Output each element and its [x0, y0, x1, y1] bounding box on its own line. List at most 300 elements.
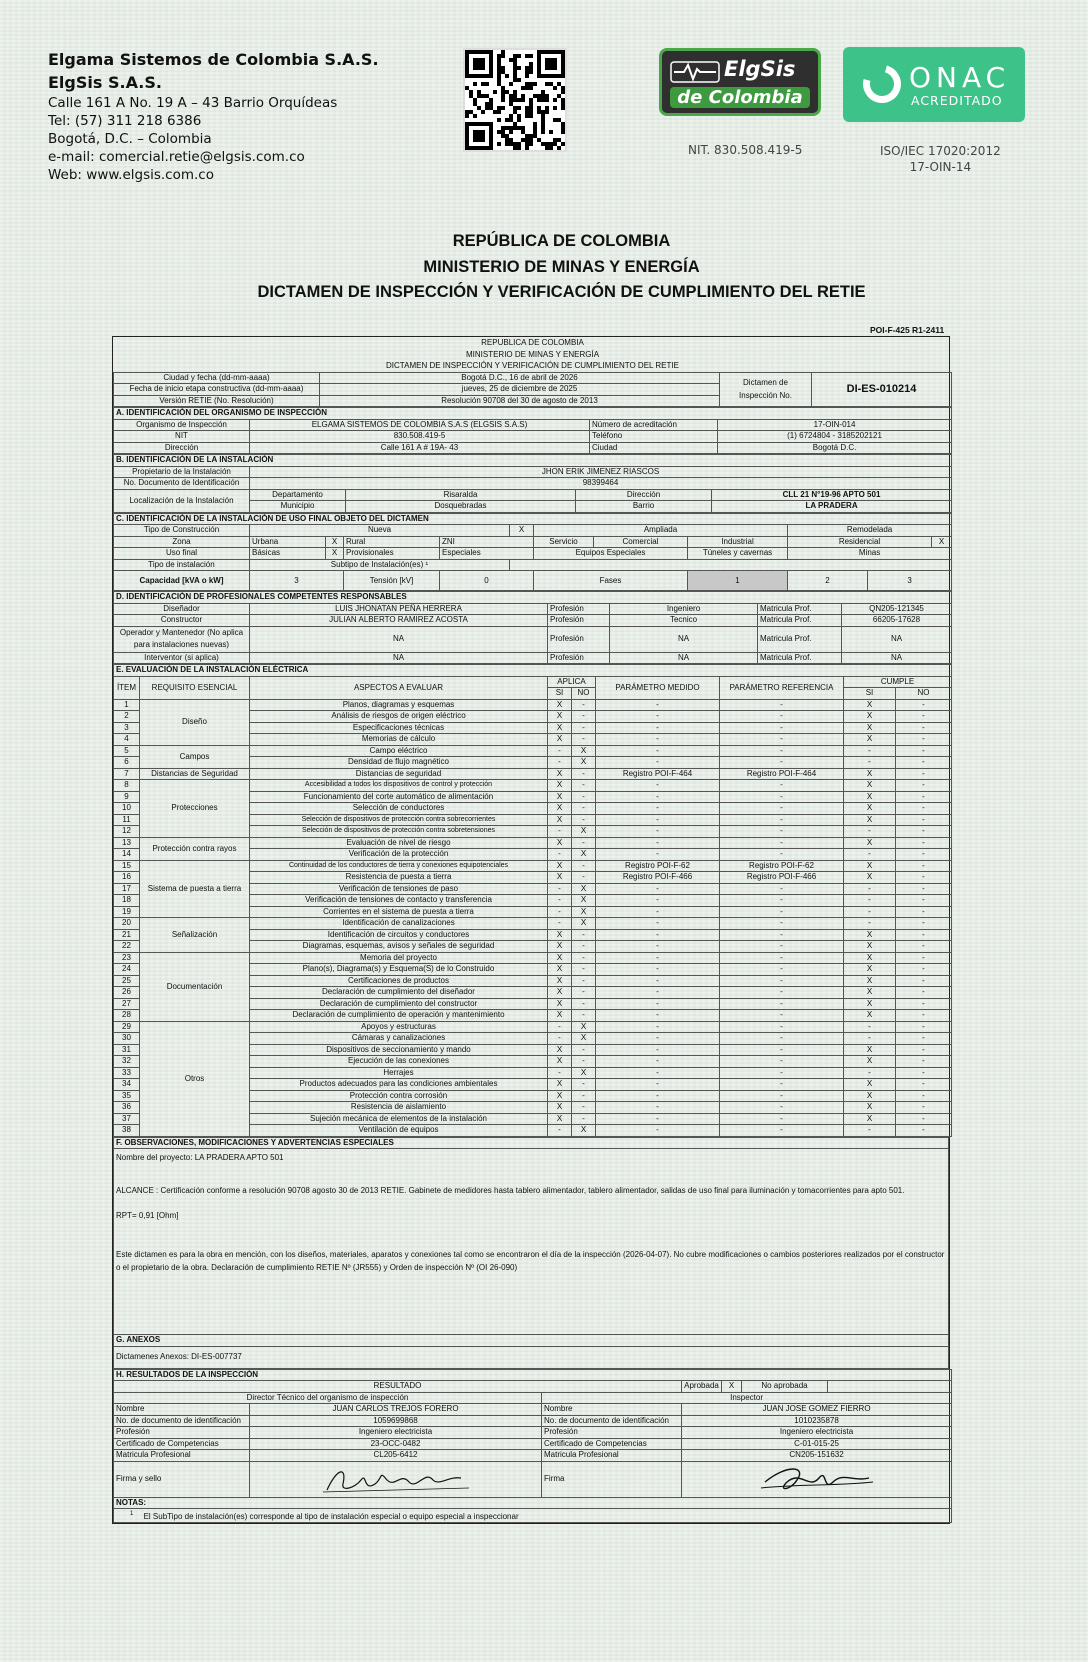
cumple-no: -	[896, 814, 952, 826]
insp-prof-label: Profesión	[542, 1427, 682, 1439]
header-iso	[880, 143, 1001, 175]
aplica-si: X	[548, 952, 572, 964]
aplica-si: X	[548, 699, 572, 711]
cumple-no: -	[896, 987, 952, 999]
aprobada-mark: X	[722, 1381, 742, 1393]
cumple-si: X	[844, 780, 896, 792]
aspect: Verificación de tensiones de contacto y transferencia	[250, 895, 548, 907]
param-medido: -	[596, 780, 720, 792]
org-value: ELGAMA SISTEMOS DE COLOMBIA S.A.S (ELGSIS S.A.S)	[250, 419, 590, 431]
nueva-mark: X	[510, 525, 534, 537]
param-referencia: -	[720, 1113, 844, 1125]
cumple-no: -	[896, 1113, 952, 1125]
insp-prof: Ingeniero electricista	[682, 1427, 952, 1439]
cumple-no: -	[896, 699, 952, 711]
tipo-inst-label: Tipo de instalación	[114, 559, 250, 571]
barrio-label: Barrio	[576, 501, 712, 513]
param-referencia: -	[720, 849, 844, 861]
pulse-icon	[670, 61, 720, 83]
section-c-title: C. IDENTIFICACIÓN DE LA INSTALACIÓN DE USO FINAL OBJETO DEL DICTAMEN	[114, 513, 952, 525]
evaluation-row	[114, 780, 952, 792]
cumple-no: -	[896, 918, 952, 930]
col-item: ÍTEM	[114, 676, 140, 699]
cumple-no: -	[896, 929, 952, 941]
item-number: 16	[114, 872, 140, 884]
version-value: Resolución 90708 del 30 de agosto de 2013	[320, 395, 720, 407]
aplica-si: X	[548, 1010, 572, 1022]
aplica-si: -	[548, 757, 572, 769]
evaluation-row	[114, 860, 952, 872]
param-medido: -	[596, 1033, 720, 1045]
cumple-si: X	[844, 1102, 896, 1114]
dir-prof-label: Profesión	[114, 1427, 250, 1439]
servicio-label: Servicio	[534, 536, 594, 548]
aplica-si: X	[548, 860, 572, 872]
aplica-no: -	[572, 952, 596, 964]
qr-code-icon	[463, 48, 567, 152]
param-referencia: Registro POI-F-466	[720, 872, 844, 884]
item-number: 14	[114, 849, 140, 861]
param-medido: -	[596, 918, 720, 930]
item-number: 23	[114, 952, 140, 964]
professional-role: Operador y Mantenedor (No aplica para instalaciones nuevas)	[114, 626, 250, 652]
aspect: Distancias de seguridad	[250, 768, 548, 780]
param-referencia: -	[720, 906, 844, 918]
tuneles-label: Túneles y cavernas	[688, 548, 788, 560]
org-label: Organismo de Inspección	[114, 419, 250, 431]
section-a-title: A. IDENTIFICACIÓN DEL ORGANISMO DE INSPECCIÓN	[114, 408, 952, 420]
insp-mat-label: Matricula Profesional	[542, 1450, 682, 1462]
aplica-si: X	[548, 768, 572, 780]
aplica-no: -	[572, 1044, 596, 1056]
param-referencia: -	[720, 1125, 844, 1137]
param-referencia: Registro POI-F-62	[720, 860, 844, 872]
insp-doc: 1010235878	[682, 1415, 952, 1427]
cumple-no: -	[896, 722, 952, 734]
param-medido: -	[596, 964, 720, 976]
dir-name-label: Nombre	[114, 1404, 250, 1416]
company-short-name: ElgSis S.A.S.	[48, 73, 162, 92]
loc-label: Localización de la Instalación	[114, 489, 250, 512]
tel-value: (1) 6724804 - 3185202121	[718, 431, 952, 443]
owner-value: JHON ERIK JIMENEZ RIASCOS	[250, 466, 952, 478]
item-number: 21	[114, 929, 140, 941]
param-medido: -	[596, 803, 720, 815]
col-ref: PARÁMETRO REFERENCIA	[720, 676, 844, 699]
dir-label: Dirección	[114, 442, 250, 454]
barrio-value: LA PRADERA	[712, 501, 952, 513]
company-tel: Tel: (57) 311 218 6386	[48, 113, 202, 129]
no-aprobada-mark	[828, 1381, 952, 1393]
aplica-si: X	[548, 780, 572, 792]
col-aplica: APLICA	[548, 676, 596, 688]
item-number: 27	[114, 998, 140, 1010]
cumple-no: -	[896, 883, 952, 895]
item-number: 18	[114, 895, 140, 907]
param-referencia: -	[720, 895, 844, 907]
dir-cert: 23-OCC-0482	[250, 1438, 542, 1450]
aspect: Densidad de flujo magnético	[250, 757, 548, 769]
addr-value: CLL 21 N°19-96 APTO 501	[712, 489, 952, 501]
cumple-si: X	[844, 722, 896, 734]
cumple-no: -	[896, 837, 952, 849]
cumple-si: X	[844, 872, 896, 884]
professional-row	[114, 626, 952, 652]
tel-label: Teléfono	[590, 431, 718, 443]
param-medido: -	[596, 975, 720, 987]
cumple-si: -	[844, 757, 896, 769]
cumple-si: X	[844, 803, 896, 815]
param-referencia: -	[720, 826, 844, 838]
iso-line1: ISO/IEC 17020:2012	[880, 144, 1001, 158]
anexos-text: Dictamenes Anexos: DI-ES-007737	[114, 1346, 949, 1368]
item-number: 4	[114, 734, 140, 746]
col-req: REQUISITO ESENCIAL	[140, 676, 250, 699]
especiales-label: Especiales	[440, 548, 534, 560]
item-number: 11	[114, 814, 140, 826]
zni-label: ZNI	[440, 536, 534, 548]
cumple-si: X	[844, 734, 896, 746]
professional-prof: Tecnico	[610, 615, 758, 627]
aspect: Declaración de cumplimiento de operación y mantenimiento	[250, 1010, 548, 1022]
header-nit: NIT. 830.508.419-5	[688, 143, 803, 157]
param-referencia: -	[720, 803, 844, 815]
item-number: 36	[114, 1102, 140, 1114]
professional-mat: QN205-121345	[842, 603, 952, 615]
dir-value: Calle 161 A # 19A- 43	[250, 442, 590, 454]
cumple-no: -	[896, 1033, 952, 1045]
cumple-si: -	[844, 849, 896, 861]
section-g-title: G. ANEXOS	[114, 1335, 949, 1347]
equipos-label: Equipos Especiales	[534, 548, 688, 560]
uso-label: Uso final	[114, 548, 250, 560]
param-medido: -	[596, 895, 720, 907]
param-medido: -	[596, 711, 720, 723]
param-referencia: -	[720, 837, 844, 849]
aplica-si: X	[548, 711, 572, 723]
form-code: POI-F-425 R1-2411	[870, 325, 945, 335]
cumple-no: -	[896, 780, 952, 792]
professional-mat-label: Matricula Prof.	[758, 603, 842, 615]
tension-label: Tensión [kV]	[344, 571, 440, 591]
aplica-si: X	[548, 929, 572, 941]
param-referencia: -	[720, 998, 844, 1010]
param-medido: -	[596, 745, 720, 757]
aspect: Verificación de la protección	[250, 849, 548, 861]
rural-label: Rural	[344, 536, 440, 548]
onac-logo	[843, 47, 1025, 122]
aspect: Ventilación de equipos	[250, 1125, 548, 1137]
aspect: Selección de dispositivos de protección contra sobrecorrientes	[250, 814, 548, 826]
item-number: 38	[114, 1125, 140, 1137]
aplica-no: X	[572, 849, 596, 861]
param-referencia: -	[720, 1021, 844, 1033]
aplica-no: -	[572, 814, 596, 826]
aspect: Plano(s), Diagrama(s) y Esquema(S) de lo Construido	[250, 964, 548, 976]
cumple-si: X	[844, 1044, 896, 1056]
param-medido: -	[596, 941, 720, 953]
aplica-no: -	[572, 699, 596, 711]
dir-doc-label: No. de documento de identificación	[114, 1415, 250, 1427]
item-number: 5	[114, 745, 140, 757]
aspect: Verificación de tensiones de paso	[250, 883, 548, 895]
cumple-si: -	[844, 1033, 896, 1045]
section-c	[113, 513, 952, 592]
residencial-mark: X	[932, 536, 952, 548]
item-number: 30	[114, 1033, 140, 1045]
insp-name: JUAN JOSE GOMEZ FIERRO	[682, 1404, 952, 1416]
aplica-no: X	[572, 1067, 596, 1079]
cumple-si: X	[844, 941, 896, 953]
evaluation-row	[114, 745, 952, 757]
professional-mat-label: Matricula Prof.	[758, 626, 842, 652]
nota-text: El SubTipo de instalación(es) corresponde al tipo de instalación especial o equipo especial a inspeccionar	[143, 1511, 519, 1521]
no-aprobada-label: No aprobada	[742, 1381, 828, 1393]
aspect: Análisis de riesgos de origen eléctrico	[250, 711, 548, 723]
dep-label: Departamento	[250, 489, 346, 501]
evaluation-row	[114, 918, 952, 930]
cumple-no: -	[896, 803, 952, 815]
aplica-no: -	[572, 1113, 596, 1125]
professional-mat: 66205-17628	[842, 615, 952, 627]
item-number: 8	[114, 780, 140, 792]
aplica-no: X	[572, 1125, 596, 1137]
alcance-text: ALCANCE : Certificación conforme a resolución 90708 agosto 30 de 2013 RETIE. Gabinete de medidores hasta tablero alimentador, tablero alimentador, salidas de uso final para iluminación y tomacorrientes para apto 501.	[116, 1186, 905, 1195]
aspect: Productos adecuados para las condiciones ambientales	[250, 1079, 548, 1091]
insp-mat: CN205-151632	[682, 1450, 952, 1462]
cumple-no: -	[896, 952, 952, 964]
cumple-no: -	[896, 906, 952, 918]
aspect: Apoyos y estructuras	[250, 1021, 548, 1033]
param-referencia: -	[720, 722, 844, 734]
professional-row	[114, 615, 952, 627]
item-number: 12	[114, 826, 140, 838]
ampliada-label: Ampliada	[534, 525, 788, 537]
mun-value: Dosquebradas	[346, 501, 576, 513]
cumple-no: -	[896, 768, 952, 780]
nit-label: NIT	[114, 431, 250, 443]
section-h	[113, 1369, 952, 1523]
aplica-si: X	[548, 964, 572, 976]
nit-value: 830.508.419-5	[250, 431, 590, 443]
aplica-si: -	[548, 745, 572, 757]
acc-label: Número de acreditación	[590, 419, 718, 431]
professional-name: LUIS JHONATAN PEÑA HERRERA	[250, 603, 548, 615]
cumple-si: X	[844, 699, 896, 711]
section-h-title: H. RESULTADOS DE LA INSPECCIÓN	[114, 1369, 952, 1381]
director-signature	[250, 1461, 542, 1497]
aplica-no: X	[572, 826, 596, 838]
nota-sup: 1	[130, 1511, 134, 1517]
aspect: Resistencia de puesta a tierra	[250, 872, 548, 884]
industrial-label: Industrial	[688, 536, 788, 548]
item-number: 10	[114, 803, 140, 815]
dir-mat: CL205-6412	[250, 1450, 542, 1462]
company-name: Elgama Sistemos de Colombia S.A.S.	[48, 50, 379, 69]
item-number: 15	[114, 860, 140, 872]
param-referencia: -	[720, 1044, 844, 1056]
doc-label: No. Documento de Identificación	[114, 478, 250, 490]
param-referencia: -	[720, 791, 844, 803]
evaluation-row	[114, 768, 952, 780]
param-referencia: -	[720, 780, 844, 792]
cumple-no: -	[896, 734, 952, 746]
item-number: 17	[114, 883, 140, 895]
cumple-no: -	[896, 849, 952, 861]
param-medido: -	[596, 1067, 720, 1079]
col-cumple-si: SI	[844, 688, 896, 700]
item-number: 31	[114, 1044, 140, 1056]
param-medido: Registro POI-F-62	[596, 860, 720, 872]
observations-box	[114, 1149, 949, 1335]
aplica-si: -	[548, 918, 572, 930]
cumple-si: X	[844, 964, 896, 976]
aplica-no: X	[572, 757, 596, 769]
section-a	[113, 407, 952, 454]
aspect: Campo eléctrico	[250, 745, 548, 757]
aplica-si: X	[548, 998, 572, 1010]
doc-value: 98399464	[250, 478, 952, 490]
cumple-no: -	[896, 872, 952, 884]
param-medido: -	[596, 791, 720, 803]
param-medido: -	[596, 1021, 720, 1033]
item-number: 34	[114, 1079, 140, 1091]
col-param: PARÁMETRO MEDIDO	[596, 676, 720, 699]
aspect: Declaración de cumplimiento del constructor	[250, 998, 548, 1010]
aplica-si: X	[548, 941, 572, 953]
param-referencia: -	[720, 814, 844, 826]
param-referencia: -	[720, 1010, 844, 1022]
aplica-si: X	[548, 1113, 572, 1125]
item-number: 13	[114, 837, 140, 849]
aspect: Identificación de canalizaciones	[250, 918, 548, 930]
cumple-no: -	[896, 1044, 952, 1056]
dictamen-label-1: Dictamen de	[743, 378, 788, 388]
cumple-si: -	[844, 883, 896, 895]
evaluation-row	[114, 952, 952, 964]
elgsis-logo-top: ElgSis	[724, 57, 796, 81]
cumple-si: -	[844, 826, 896, 838]
col-aplica-si: SI	[548, 688, 572, 700]
param-medido: -	[596, 1125, 720, 1137]
col-cumple-no: NO	[896, 688, 952, 700]
param-medido: -	[596, 849, 720, 861]
aspect: Cámaras y canalizaciones	[250, 1033, 548, 1045]
section-d-title: D. IDENTIFICACIÓN DE PROFESIONALES COMPETENTES RESPONSABLES	[114, 592, 952, 604]
professional-role: Diseñador	[114, 603, 250, 615]
col-cumple: CUMPLE	[844, 676, 952, 688]
comercial-label: Comercial	[594, 536, 688, 548]
aprobada-label: Aprobada	[682, 1381, 722, 1393]
dep-value: Risaralda	[346, 489, 576, 501]
urbana-mark: X	[326, 536, 344, 548]
aspect: Declaración de cumplimiento del diseñador	[250, 987, 548, 999]
company-email: e-mail: comercial.retie@elgsis.com.co	[48, 149, 305, 165]
dir-cert-label: Certificado de Competencias	[114, 1438, 250, 1450]
start-date-value: jueves, 25 de diciembre de 2025	[320, 384, 720, 396]
item-number: 3	[114, 722, 140, 734]
item-number: 19	[114, 906, 140, 918]
aplica-no: X	[572, 745, 596, 757]
aplica-si: -	[548, 906, 572, 918]
form-h3: DICTAMEN DE INSPECCIÓN Y VERIFICACIÓN DE CUMPLIMIENTO DEL RETIE	[386, 361, 679, 370]
professional-prof: NA	[610, 626, 758, 652]
aplica-no: -	[572, 1056, 596, 1068]
param-medido: Registro POI-F-464	[596, 768, 720, 780]
item-number: 7	[114, 768, 140, 780]
dir-doc: 1059699868	[250, 1415, 542, 1427]
section-f	[113, 1137, 949, 1369]
professional-mat-label: Matricula Prof.	[758, 615, 842, 627]
cumple-si: X	[844, 929, 896, 941]
professional-mat-label: Matricula Prof.	[758, 652, 842, 664]
item-number: 1	[114, 699, 140, 711]
cumple-no: -	[896, 1125, 952, 1137]
cumple-no: -	[896, 1090, 952, 1102]
document-titles	[0, 229, 1088, 306]
cumple-no: -	[896, 1102, 952, 1114]
city-label: Ciudad	[590, 442, 718, 454]
owner-label: Propietario de la Instalación	[114, 466, 250, 478]
cumple-si: X	[844, 1010, 896, 1022]
param-medido: -	[596, 987, 720, 999]
inspector-label: Inspector	[542, 1392, 952, 1404]
form-h2: MINISTERIO DE MINAS Y ENERGÍA	[465, 349, 600, 359]
cumple-no: -	[896, 1067, 952, 1079]
tension-value: 0	[440, 571, 534, 591]
cumple-si: -	[844, 1125, 896, 1137]
requirement-group: Sistema de puesta a tierra	[140, 860, 250, 918]
cumple-no: -	[896, 1021, 952, 1033]
aspect: Planos, diagramas y esquemas	[250, 699, 548, 711]
cumple-si: X	[844, 768, 896, 780]
aplica-no: -	[572, 1079, 596, 1091]
param-referencia: -	[720, 883, 844, 895]
item-number: 22	[114, 941, 140, 953]
inspector-signature-icon	[757, 1462, 877, 1496]
evaluation-row	[114, 837, 952, 849]
section-e-title: E. EVALUACIÓN DE LA INSTALACIÓN ELÉCTRICA	[114, 665, 952, 677]
param-referencia: -	[720, 918, 844, 930]
aplica-si: X	[548, 814, 572, 826]
provisionales-label: Provisionales	[344, 548, 440, 560]
cap-label: Capacidad [kVA o kW]	[114, 571, 250, 591]
aplica-si: -	[548, 1021, 572, 1033]
item-number: 28	[114, 1010, 140, 1022]
fase-2: 2	[788, 571, 868, 591]
form-header-table	[113, 337, 952, 407]
cumple-no: -	[896, 860, 952, 872]
form-h1: REPUBLICA DE COLOMBIA	[481, 338, 584, 347]
notas-row	[114, 1509, 952, 1523]
aplica-no: X	[572, 1033, 596, 1045]
aplica-no: -	[572, 975, 596, 987]
param-medido: -	[596, 1090, 720, 1102]
aplica-no: -	[572, 872, 596, 884]
aspect: Continuidad de los conductores de tierra y conexiones equipotenciales	[250, 860, 548, 872]
aplica-no: -	[572, 998, 596, 1010]
param-referencia: -	[720, 1079, 844, 1091]
aplica-si: -	[548, 849, 572, 861]
param-medido: -	[596, 814, 720, 826]
company-web: Web: www.elgsis.com.co	[48, 167, 214, 183]
param-medido: -	[596, 1056, 720, 1068]
param-medido: -	[596, 722, 720, 734]
dir-name: JUAN CARLOS TREJOS FORERO	[250, 1404, 542, 1416]
param-medido: -	[596, 826, 720, 838]
acc-value: 17-OIN-014	[718, 419, 952, 431]
insp-firma-label: Firma	[542, 1461, 682, 1497]
